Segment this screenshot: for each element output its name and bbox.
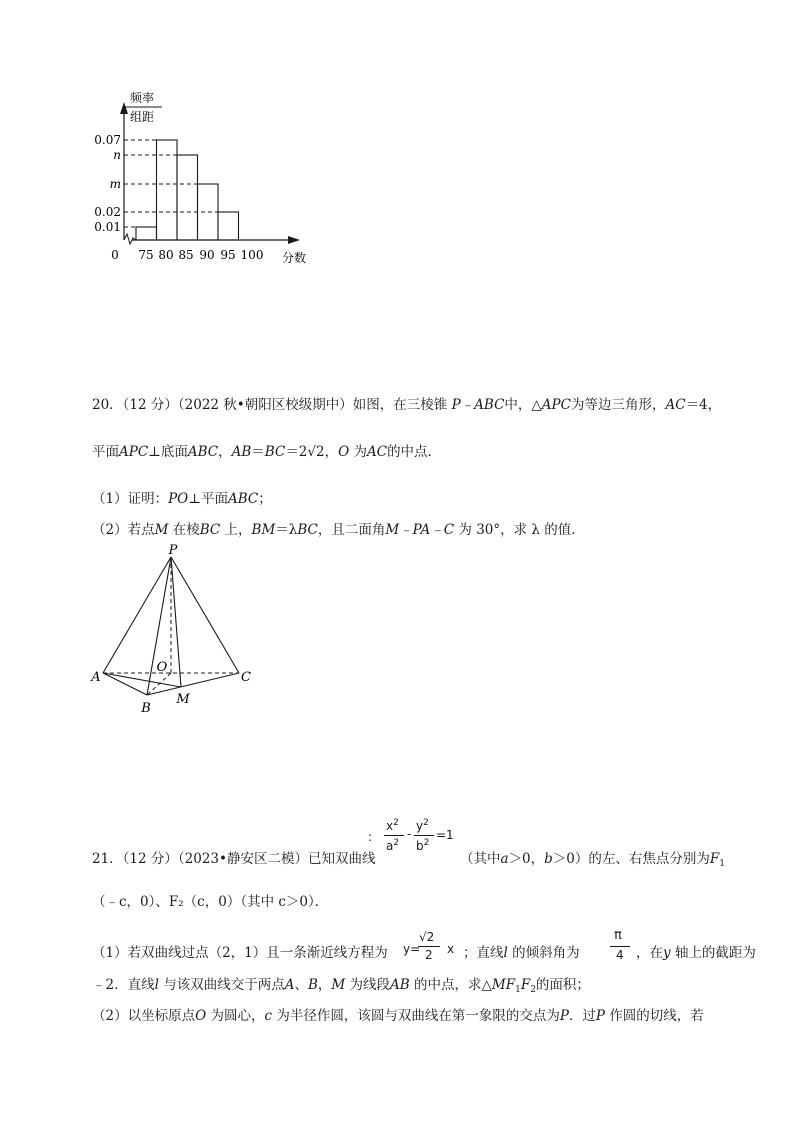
ylabel-bottom: 组距 bbox=[129, 110, 155, 124]
histogram-bar-85-90 bbox=[177, 155, 198, 240]
edge-BC bbox=[147, 673, 239, 695]
x-tick-80: 80 bbox=[158, 248, 174, 262]
q20-line1: 20．（12 分）（2022 秋•朝阳区校级期中）如图，在三棱锥 P﹣ABC中，△APC为等边三角形，AC＝4， bbox=[92, 397, 722, 413]
histogram-bar-75-80 bbox=[136, 227, 157, 240]
histogram-bar-90-95 bbox=[198, 184, 219, 240]
q20-sub1: （1）证明：PO⊥平面ABC； bbox=[92, 491, 272, 507]
edge-AB bbox=[103, 673, 147, 695]
x-tick-100: 100 bbox=[240, 248, 264, 262]
x-tick-85: 85 bbox=[178, 248, 194, 262]
label-O: O bbox=[156, 660, 168, 675]
asym-x: x bbox=[447, 942, 455, 956]
label-B: B bbox=[141, 701, 151, 716]
asym-num: √2 bbox=[419, 930, 435, 944]
histogram-bar-95-100 bbox=[218, 212, 239, 240]
q21-sub1-mid: ；直线l 的倾斜角为 bbox=[463, 945, 580, 961]
ylabel-top: 频率 bbox=[129, 91, 155, 105]
q21-line2: （﹣c，0）、F₂（c，0）（其中 c＞0）． bbox=[92, 894, 329, 910]
q21-sub1: （1）若双曲线过点（2，1）且一条渐近线方程为 bbox=[92, 945, 388, 961]
label-P: P bbox=[168, 543, 178, 558]
x-tick-90: 90 bbox=[199, 248, 215, 262]
x-tick-75: 75 bbox=[138, 248, 154, 262]
q21-line1-left: 21．（12 分）（2023•静安区二模）已知双曲线 bbox=[92, 851, 376, 867]
eq-colon: : bbox=[368, 830, 373, 844]
hyperbola-equation bbox=[368, 814, 458, 858]
axis-break-mark bbox=[124, 234, 136, 244]
eq-minus: - bbox=[407, 827, 412, 841]
eq-b: $b^2$ bbox=[416, 838, 430, 853]
x-axis-arrow bbox=[288, 236, 300, 244]
angle-bar bbox=[610, 946, 630, 947]
label-A: A bbox=[91, 670, 101, 685]
q21-sub1-right: ，在y 轴上的截距为 bbox=[636, 945, 756, 961]
eq-frac2-bar bbox=[414, 835, 434, 836]
eq-x: $x^2$ bbox=[386, 818, 399, 833]
angle-fraction bbox=[608, 928, 634, 964]
q20-sub2: （2）若点M 在棱BC 上，BM＝λBC，且二面角M﹣PA﹣C 为 30°，求 λ 的值． bbox=[92, 522, 585, 538]
q21-line1-right: （其中a＞0，b＞0）的左、右焦点分别为$F_1$ bbox=[460, 851, 726, 869]
y-axis-arrow bbox=[120, 102, 128, 114]
eq-rhs: =1 bbox=[436, 828, 454, 842]
y-tick-m: m bbox=[109, 177, 121, 191]
asym-bar bbox=[418, 946, 440, 947]
origin-label: 0 bbox=[111, 248, 119, 262]
q21-sub2: （2）以坐标原点O 为圆心，c 为半径作圆，该圆与双曲线在第一象限的交点为P．过P 作圆的切线，若 bbox=[92, 1008, 704, 1024]
edge-PM bbox=[171, 557, 181, 687]
y-tick-0.02: 0.02 bbox=[94, 205, 121, 219]
edge-PC bbox=[171, 557, 239, 673]
x-axis-label: 分数 bbox=[281, 251, 307, 265]
angle-den: 4 bbox=[616, 948, 624, 962]
q20-line2: 平面APC⊥底面ABC，AB＝BC＝2√2，O 为AC的中点． bbox=[92, 444, 442, 460]
pyramid-figure bbox=[86, 540, 266, 720]
label-C: C bbox=[241, 670, 251, 685]
eq-frac1-bar bbox=[384, 835, 404, 836]
eq-a: $a^2$ bbox=[386, 838, 400, 853]
x-tick-95: 95 bbox=[220, 248, 236, 262]
asymptote-equation bbox=[403, 930, 463, 966]
label-M: M bbox=[176, 692, 190, 707]
y-tick-n: n bbox=[113, 148, 121, 162]
angle-num: π bbox=[614, 928, 622, 943]
y-tick-0.01: 0.01 bbox=[94, 220, 121, 234]
y-tick-0.07: 0.07 bbox=[94, 133, 121, 147]
q21-line4: ﹣2．直线l 与该双曲线交于两点A、B，M 为线段AB 的中点，求$\triangle MF_1F_2$的面积； bbox=[92, 977, 590, 995]
asym-den: 2 bbox=[425, 948, 433, 962]
eq-y: $y^2$ bbox=[416, 818, 429, 833]
histogram-figure bbox=[80, 88, 330, 278]
asym-lhs: y= bbox=[403, 942, 421, 956]
